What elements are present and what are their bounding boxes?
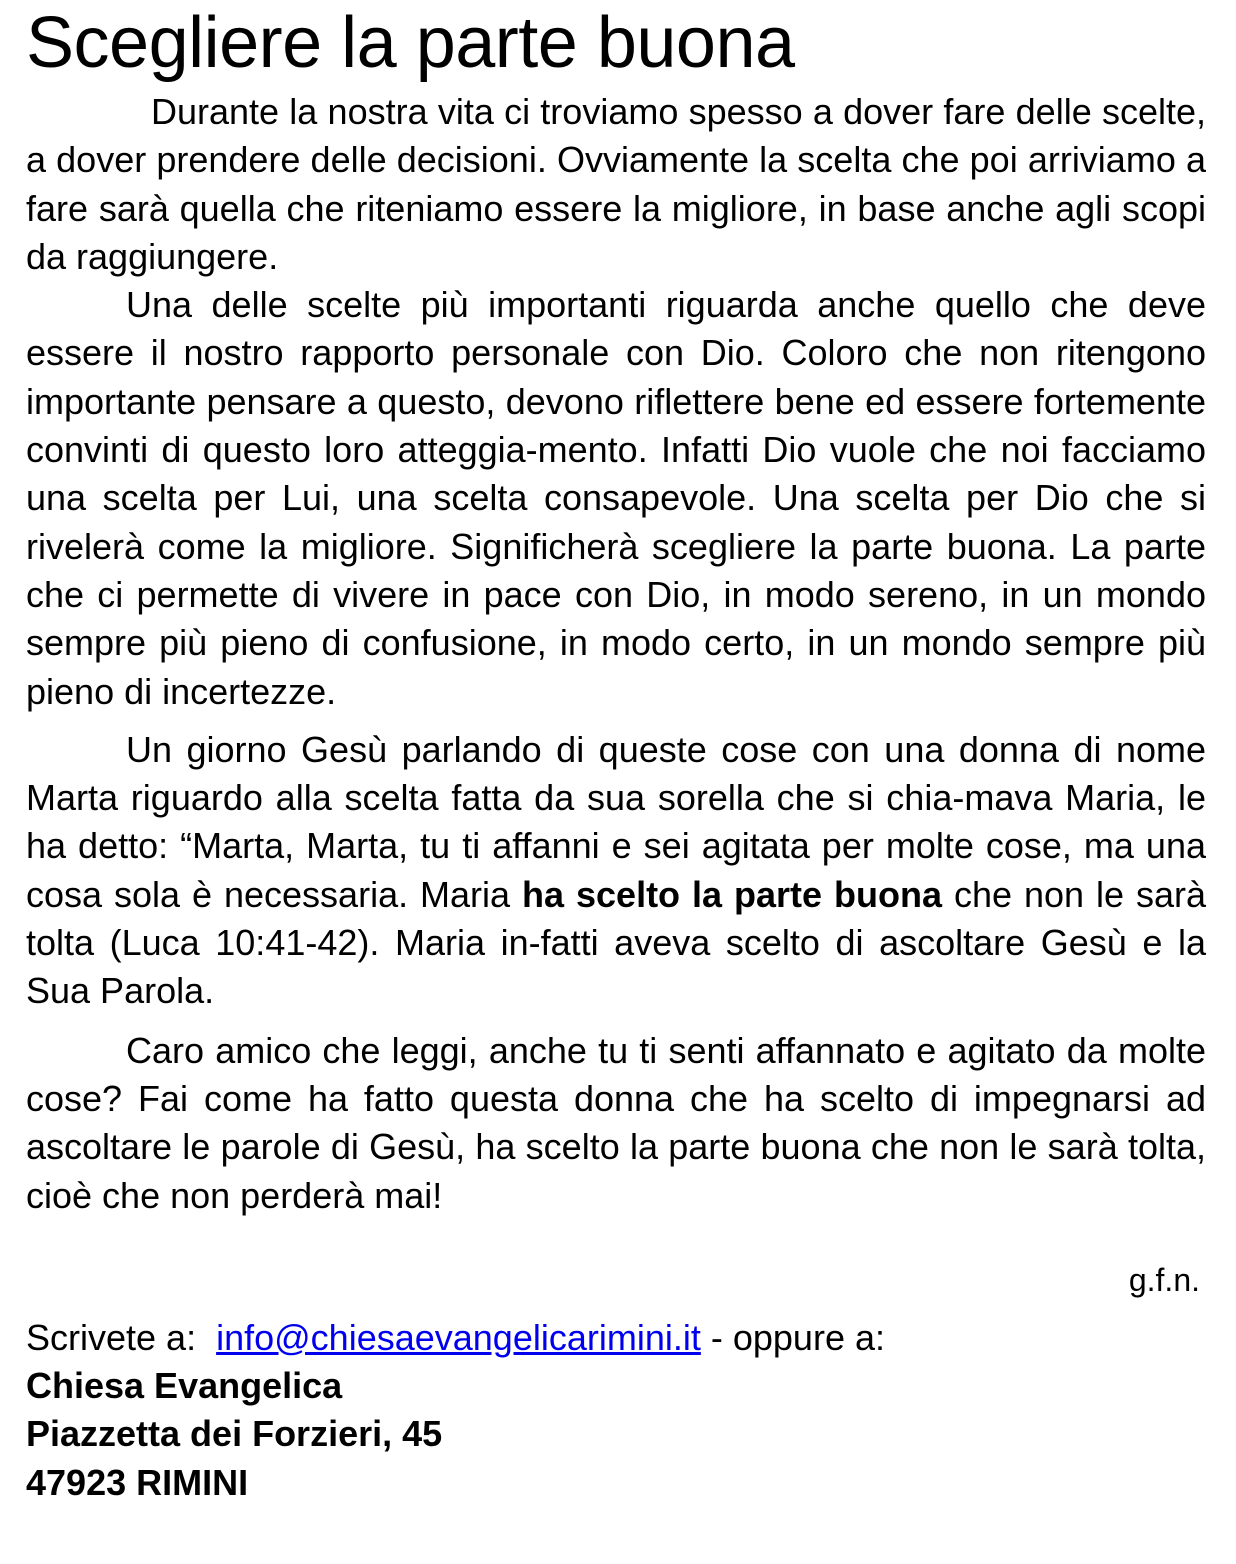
paragraph-intro: Durante la nostra vita ci troviamo spesso a dover fare delle scelte, a dover prendere delle decisioni. Ovviamente la scelta che poi arriviamo a fare sarà quella che riteniamo essere la migliore, in base anche agli scopi da raggiungere. (26, 91, 1206, 277)
email-link[interactable]: info@chiesaevangelicarimini.it (216, 1316, 701, 1358)
contact-suffix: - oppure a: (700, 1316, 885, 1358)
paragraph-relationship-with-god: Una delle scelte più importanti riguarda anche quello che deve essere il nostro rapporto personale con Dio. Coloro che non ritengono importante pensare a questo, devono riflettere bene ed essere fortemente convinti di questo loro atteggia-mento. Infatti Dio vuole che noi facciamo una scelta per Lui, una scelta consapevole. Una scelta per Dio che si rivelerà come la migliore. Significherà scegliere la parte buona. La parte che ci permette di vivere in pace con Dio, in modo sereno, in un mondo sempre più pieno di confusione, in modo certo, in un mondo sempre più pieno di incertezze. (26, 284, 1206, 712)
church-city: 47923 RIMINI (26, 1461, 249, 1503)
article-title: Scegliere la parte buona (26, 3, 795, 83)
bold-emphasis: ha scelto la parte buona (522, 873, 942, 915)
paragraph-closing: Caro amico che leggi, anche tu ti senti affannato e agitato da molte cose? Fai come ha fatto questa donna che ha scelto di impegnarsi ad ascoltare le parole di Gesù, ha scelto la parte buona che non le sarà tolta, cioè che non perderà mai! (26, 1029, 1206, 1216)
contact-prefix: Scrivete a: (26, 1316, 207, 1358)
church-name: Chiesa Evangelica (26, 1365, 343, 1407)
paragraph-text: che non le sarà tolta (Luca 10:41-42). Maria in-fatti aveva scelto di ascoltare Gesù e la Sua Parola. (26, 873, 1206, 1012)
document-page (26, 0, 1206, 1507)
contact-line (26, 1314, 1206, 1362)
paragraph-text: Un giorno Gesù parlando di queste cose con una donna di nome Marta riguardo alla scelta fatta da sua sorella che si chia-mava Maria, le ha detto: “Marta, Marta, tu ti affanni e sei agitata per molte cose, ma una cosa sola è necessaria. Maria (26, 728, 1206, 915)
church-street: Piazzetta dei Forzieri, 45 (26, 1413, 443, 1455)
author-signature: g.f.n. (1128, 1261, 1200, 1298)
paragraph-marta-maria (26, 726, 1206, 1016)
